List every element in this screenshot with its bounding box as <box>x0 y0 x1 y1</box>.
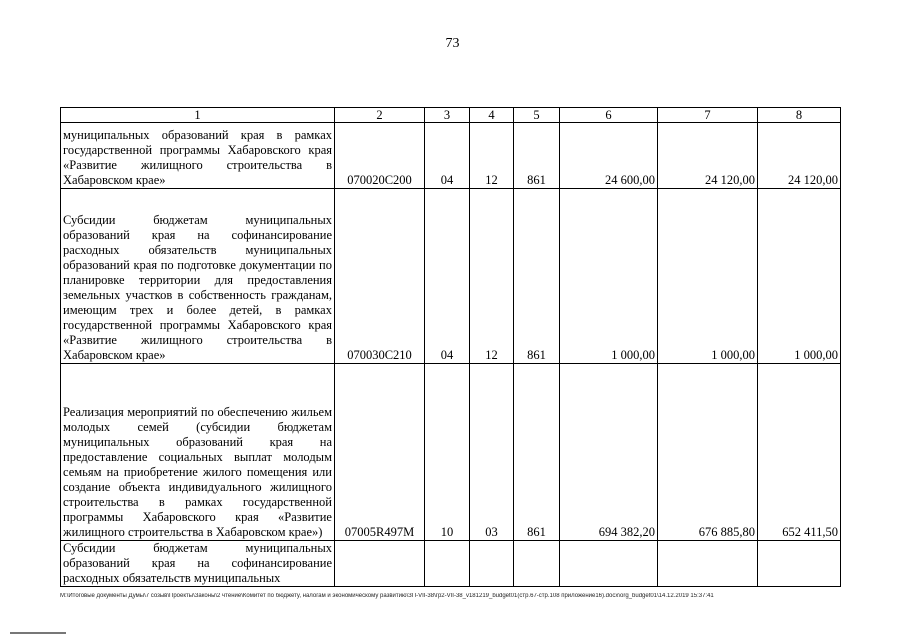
row-expense-type: 861 <box>514 364 560 541</box>
row-expense-type <box>514 541 560 587</box>
row-expense-type: 861 <box>514 189 560 364</box>
column-header-8: 8 <box>758 108 841 123</box>
row-sum-3: 652 411,50 <box>758 364 841 541</box>
row-description: муниципальных образований края в рамках государственной программы Хабаровского края «Развитие жилищного строительства в Хабаровском крае» <box>61 123 335 189</box>
column-header-7: 7 <box>658 108 758 123</box>
row-section: 04 <box>425 123 470 189</box>
row-sum-3: 1 000,00 <box>758 189 841 364</box>
row-description: Субсидии бюджетам муниципальных образований края на софинансирование расходных обязательств муниципальных образований края по подготовке документации по планировке территории для предоставления земельных участков в собственность гражданам, имеющим трех и более детей, в рамках государственной программы Хабаровского края «Развитие жилищного строительства в Хабаровском крае» <box>61 189 335 364</box>
row-description: Субсидии бюджетам муниципальных образований края на софинансирование расходных обязательств муниципальных <box>61 541 335 587</box>
budget-table <box>60 107 841 587</box>
header-row <box>61 108 841 123</box>
row-description: Реализация мероприятий по обеспечению жильем молодых семей (субсидии бюджетам муниципальных образований края на предоставление социальных выплат молодым семьям на приобретение жилого помещения или создание объекта индивидуального жилищного строительства в рамках государственной программы Хабаровского края «Развитие жилищного строительства в Хабаровском крае») <box>61 364 335 541</box>
column-header-3: 3 <box>425 108 470 123</box>
row-sum-1: 694 382,20 <box>560 364 658 541</box>
column-header-5: 5 <box>514 108 560 123</box>
scan-edge-mark <box>10 632 66 634</box>
page-number: 73 <box>445 36 460 51</box>
column-header-6: 6 <box>560 108 658 123</box>
row-code: 070020C200 <box>335 123 425 189</box>
row-sum-2: 676 885,80 <box>658 364 758 541</box>
row-section: 10 <box>425 364 470 541</box>
document-file-path: M:\Итоговые документы Думы\7 созыв\Проекты\Законы\2 чтение\Комитет по бюджету, налогам и экономическому развитию\ЗП-VII-38\гр2-VII-38_v181219_budget01(стр.67-стр.108 приложение16).docx\org_budget01\14.12.2019 15:37:41 <box>60 593 714 599</box>
row-code: 070030C210 <box>335 189 425 364</box>
column-header-4: 4 <box>470 108 514 123</box>
row-sum-3 <box>758 541 841 587</box>
row-section <box>425 541 470 587</box>
column-header-2: 2 <box>335 108 425 123</box>
column-header-1: 1 <box>61 108 335 123</box>
row-sum-1 <box>560 541 658 587</box>
row-section: 04 <box>425 189 470 364</box>
row-subsection: 12 <box>470 189 514 364</box>
row-sum-1: 1 000,00 <box>560 189 658 364</box>
row-sum-3: 24 120,00 <box>758 123 841 189</box>
row-sum-1: 24 600,00 <box>560 123 658 189</box>
table-row <box>61 189 841 364</box>
table-row <box>61 364 841 541</box>
row-subsection <box>470 541 514 587</box>
row-sum-2: 24 120,00 <box>658 123 758 189</box>
row-subsection: 12 <box>470 123 514 189</box>
row-expense-type: 861 <box>514 123 560 189</box>
table-row <box>61 123 841 189</box>
row-sum-2 <box>658 541 758 587</box>
row-code <box>335 541 425 587</box>
row-subsection: 03 <box>470 364 514 541</box>
row-code: 07005R497M <box>335 364 425 541</box>
row-sum-2: 1 000,00 <box>658 189 758 364</box>
table-row <box>61 541 841 587</box>
